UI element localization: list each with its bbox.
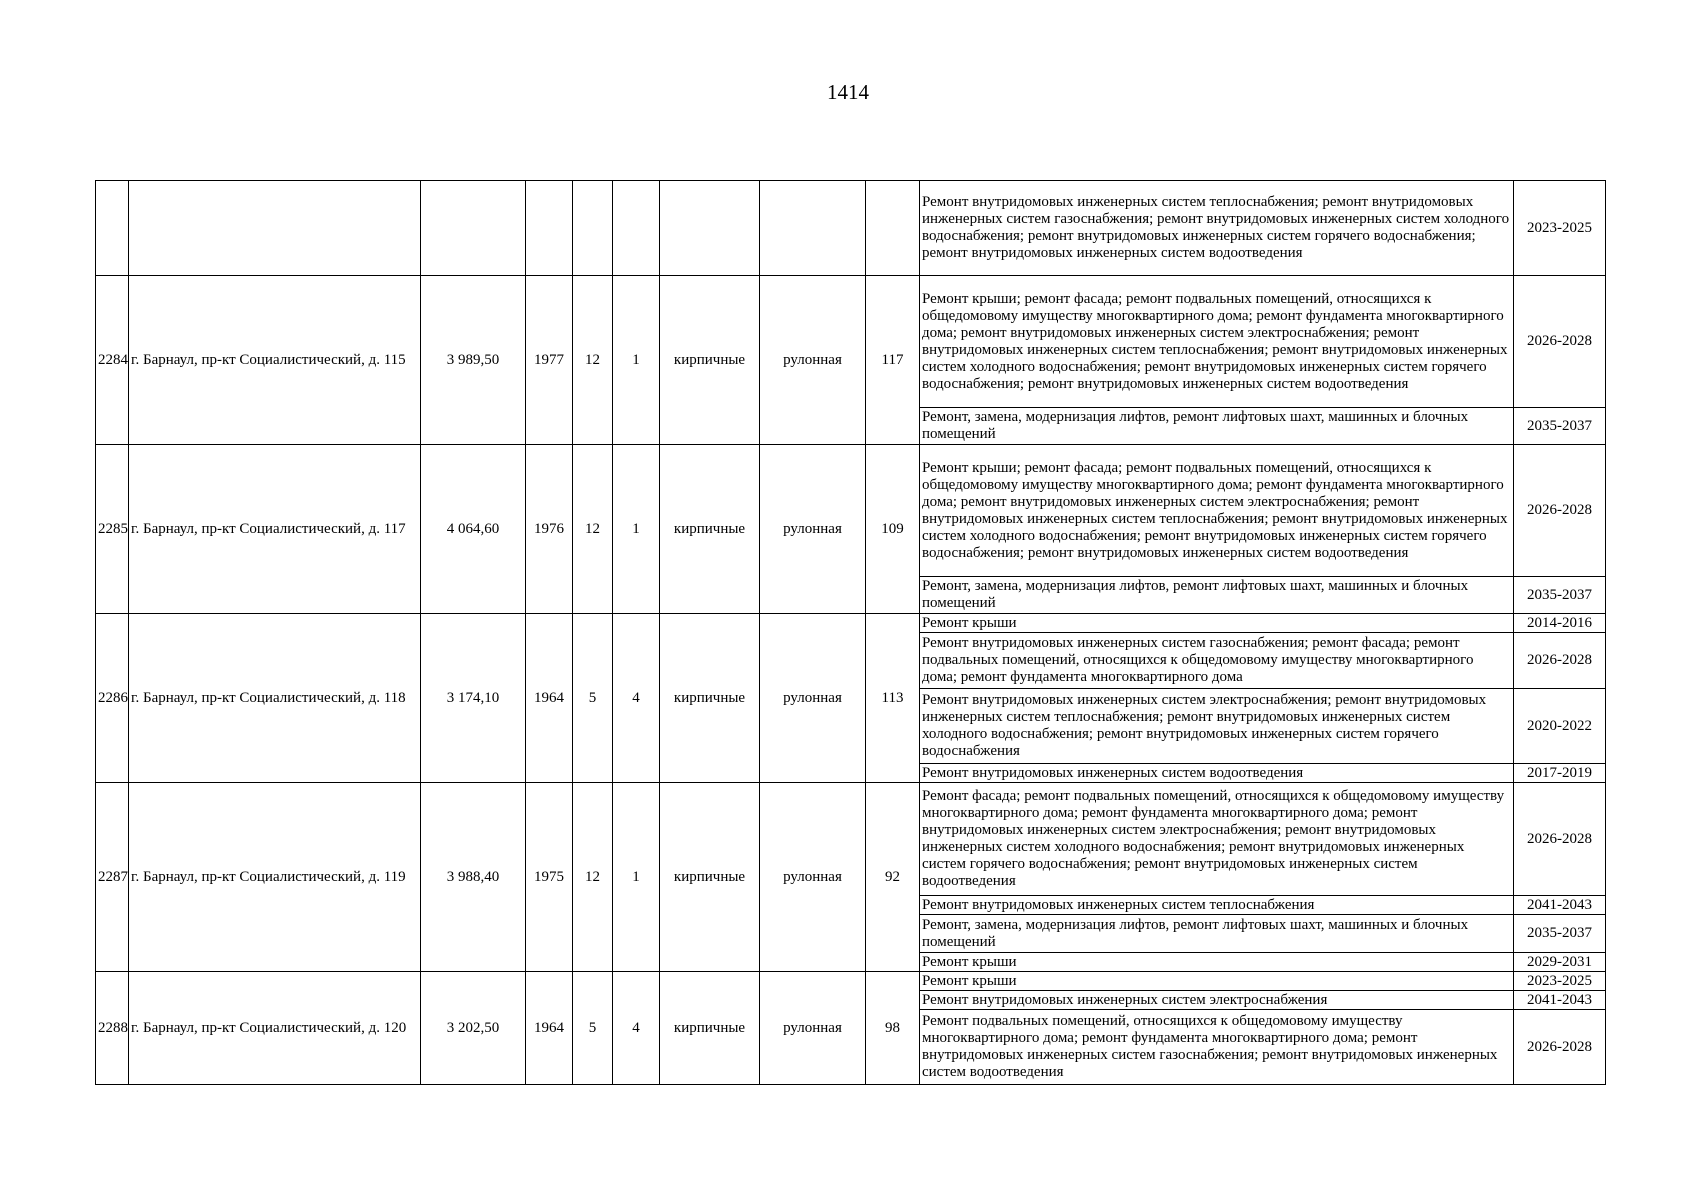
floors-count: 12 [573, 783, 613, 972]
empty-cell [421, 181, 526, 276]
work-period: 2026-2028 [1514, 445, 1606, 577]
work-period: 2026-2028 [1514, 1010, 1606, 1085]
repair-schedule-table [95, 180, 1606, 1085]
row-number: 2288 [96, 972, 129, 1085]
empty-cell [526, 181, 573, 276]
work-description: Ремонт внутридомовых инженерных систем электроснабжения [920, 991, 1514, 1010]
roof-type: рулонная [760, 445, 866, 614]
work-period: 2026-2028 [1514, 633, 1606, 689]
building-year: 1964 [526, 614, 573, 783]
empty-cell [760, 181, 866, 276]
empty-cell [129, 181, 421, 276]
work-period: 2035-2037 [1514, 915, 1606, 953]
building-area: 3 988,40 [421, 783, 526, 972]
apartments-count: 98 [866, 972, 920, 1085]
work-description: Ремонт крыши [920, 614, 1514, 633]
table-row [96, 181, 1606, 276]
building-area: 3 202,50 [421, 972, 526, 1085]
work-period: 2029-2031 [1514, 953, 1606, 972]
apartments-count: 92 [866, 783, 920, 972]
work-period: 2017-2019 [1514, 764, 1606, 783]
row-number: 2286 [96, 614, 129, 783]
roof-type: рулонная [760, 783, 866, 972]
wall-material: кирпичные [660, 614, 760, 783]
building-year: 1977 [526, 276, 573, 445]
roof-type: рулонная [760, 614, 866, 783]
work-description: Ремонт крыши [920, 972, 1514, 991]
work-period: 2020-2022 [1514, 689, 1606, 764]
floors-count: 5 [573, 614, 613, 783]
apartments-count: 117 [866, 276, 920, 445]
table-row [96, 614, 1606, 633]
work-description: Ремонт внутридомовых инженерных систем теплоснабжения; ремонт внутридомовых инженерных систем газоснабжения; ремонт внутридомовых инженерных систем холодного водоснабжения; ремонт внутридомовых инженерных систем горячего водоснабжения; ремонт внутридомовых инженерных систем водоотведения [920, 181, 1514, 276]
empty-cell [573, 181, 613, 276]
work-period: 2026-2028 [1514, 783, 1606, 896]
building-area: 3 989,50 [421, 276, 526, 445]
work-description: Ремонт подвальных помещений, относящихся к общедомовому имуществу многоквартирного дома; ремонт фундамента многоквартирного дома; ремонт внутридомовых инженерных систем газоснабжения; ремонт внутридомовых инженерных систем водоотведения [920, 1010, 1514, 1085]
floors-count: 12 [573, 276, 613, 445]
entrances-count: 1 [613, 445, 660, 614]
work-period: 2035-2037 [1514, 577, 1606, 614]
building-area: 4 064,60 [421, 445, 526, 614]
wall-material: кирпичные [660, 783, 760, 972]
row-number: 2285 [96, 445, 129, 614]
empty-cell [866, 181, 920, 276]
work-description: Ремонт, замена, модернизация лифтов, ремонт лифтовых шахт, машинных и блочных помещений [920, 408, 1514, 445]
row-number: 2284 [96, 276, 129, 445]
table-row [96, 445, 1606, 577]
building-year: 1976 [526, 445, 573, 614]
entrances-count: 4 [613, 972, 660, 1085]
work-description: Ремонт, замена, модернизация лифтов, ремонт лифтовых шахт, машинных и блочных помещений [920, 915, 1514, 953]
work-description: Ремонт внутридомовых инженерных систем газоснабжения; ремонт фасада; ремонт подвальных помещений, относящихся к общедомовому имуществу многоквартирного дома; ремонт фундамента многоквартирного дома [920, 633, 1514, 689]
work-description: Ремонт внутридомовых инженерных систем водоотведения [920, 764, 1514, 783]
page-number: 1414 [827, 80, 869, 104]
empty-cell [660, 181, 760, 276]
work-description: Ремонт крыши; ремонт фасада; ремонт подвальных помещений, относящихся к общедомовому имуществу многоквартирного дома; ремонт фундамента многоквартирного дома; ремонт внутридомовых инженерных систем электроснабжения; ремонт внутридомовых инженерных систем теплоснабжения; ремонт внутридомовых инженерных систем холодного водоснабжения; ремонт внутридомовых инженерных систем горячего водоснабжения; ремонт внутридомовых инженерных систем водоотведения [920, 445, 1514, 577]
building-address: г. Барнаул, пр-кт Социалистический, д. 120 [129, 972, 421, 1085]
table-row [96, 783, 1606, 896]
roof-type: рулонная [760, 276, 866, 445]
floors-count: 5 [573, 972, 613, 1085]
work-description: Ремонт, замена, модернизация лифтов, ремонт лифтовых шахт, машинных и блочных помещений [920, 577, 1514, 614]
roof-type: рулонная [760, 972, 866, 1085]
wall-material: кирпичные [660, 445, 760, 614]
building-address: г. Барнаул, пр-кт Социалистический, д. 118 [129, 614, 421, 783]
wall-material: кирпичные [660, 276, 760, 445]
work-period: 2041-2043 [1514, 991, 1606, 1010]
wall-material: кирпичные [660, 972, 760, 1085]
work-period: 2023-2025 [1514, 972, 1606, 991]
row-number: 2287 [96, 783, 129, 972]
building-year: 1975 [526, 783, 573, 972]
work-period: 2026-2028 [1514, 276, 1606, 408]
work-period: 2023-2025 [1514, 181, 1606, 276]
apartments-count: 109 [866, 445, 920, 614]
work-period: 2014-2016 [1514, 614, 1606, 633]
building-area: 3 174,10 [421, 614, 526, 783]
work-description: Ремонт внутридомовых инженерных систем теплоснабжения [920, 896, 1514, 915]
building-address: г. Барнаул, пр-кт Социалистический, д. 115 [129, 276, 421, 445]
building-address: г. Барнаул, пр-кт Социалистический, д. 119 [129, 783, 421, 972]
work-period: 2041-2043 [1514, 896, 1606, 915]
work-description: Ремонт крыши; ремонт фасада; ремонт подвальных помещений, относящихся к общедомовому имуществу многоквартирного дома; ремонт фундамента многоквартирного дома; ремонт внутридомовых инженерных систем электроснабжения; ремонт внутридомовых инженерных систем теплоснабжения; ремонт внутридомовых инженерных систем холодного водоснабжения; ремонт внутридомовых инженерных систем горячего водоснабжения; ремонт внутридомовых инженерных систем водоотведения [920, 276, 1514, 408]
entrances-count: 4 [613, 614, 660, 783]
building-year: 1964 [526, 972, 573, 1085]
table-row [96, 972, 1606, 991]
empty-cell [613, 181, 660, 276]
entrances-count: 1 [613, 783, 660, 972]
work-description: Ремонт фасада; ремонт подвальных помещений, относящихся к общедомовому имуществу многоквартирного дома; ремонт фундамента многоквартирного дома; ремонт внутридомовых инженерных систем электроснабжения; ремонт внутридомовых инженерных систем холодного водоснабжения; ремонт внутридомовых инженерных систем горячего водоснабжения; ремонт внутридомовых инженерных систем водоотведения [920, 783, 1514, 896]
entrances-count: 1 [613, 276, 660, 445]
work-description: Ремонт крыши [920, 953, 1514, 972]
work-description: Ремонт внутридомовых инженерных систем электроснабжения; ремонт внутридомовых инженерных систем теплоснабжения; ремонт внутридомовых инженерных систем холодного водоснабжения; ремонт внутридомовых инженерных систем горячего водоснабжения [920, 689, 1514, 764]
apartments-count: 113 [866, 614, 920, 783]
building-address: г. Барнаул, пр-кт Социалистический, д. 117 [129, 445, 421, 614]
table-row [96, 276, 1606, 408]
floors-count: 12 [573, 445, 613, 614]
work-period: 2035-2037 [1514, 408, 1606, 445]
empty-cell [96, 181, 129, 276]
